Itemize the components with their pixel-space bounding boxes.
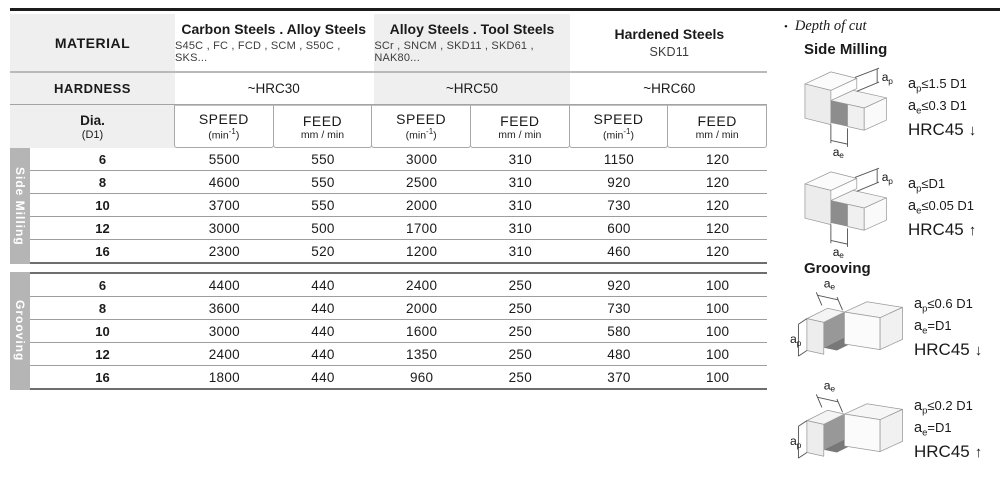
dia-value: 6 (98, 277, 107, 293)
speed-value: 730 (607, 197, 631, 213)
speed-value: 5500 (208, 151, 240, 167)
feed-value: 500 (311, 220, 335, 236)
speed-value: 2400 (208, 346, 240, 362)
feed-value: 100 (705, 277, 730, 293)
arrow-down-icon: ↓ (974, 342, 983, 360)
table-row (30, 274, 767, 296)
speed-value: 460 (607, 243, 631, 259)
svg-text:a: a (832, 145, 840, 158)
feed-value: 120 (705, 151, 730, 167)
feed-value: 250 (508, 323, 533, 339)
speed-value: 2400 (406, 277, 438, 293)
feed-value: 310 (508, 220, 533, 236)
group-subtitle: SKD11 (649, 45, 690, 59)
feed-value: 520 (311, 243, 335, 259)
feed-value: 120 (705, 243, 730, 259)
feed-value: 250 (508, 277, 533, 293)
section-side-milling (10, 148, 767, 264)
speed-value: 1350 (406, 346, 438, 362)
speed-value: 3000 (406, 151, 438, 167)
group-subtitle: SCr , SNCM , SKD11 , SKD61 , NAK80... (374, 40, 534, 64)
speed-value: 730 (607, 300, 631, 316)
feed-value: 250 (508, 369, 533, 385)
feed-value: 550 (311, 174, 335, 190)
diagram-specs: $a_p\le D1$ $a_e\le 0.05$ D1 HRC45 ↑ (908, 175, 977, 240)
speed-value: 4600 (208, 174, 240, 190)
dia-value: 16 (95, 369, 110, 385)
hrc-note: HRC45 ↑ (908, 220, 977, 240)
depth-of-cut-panel (782, 16, 1004, 477)
speed-value: 3700 (208, 197, 240, 213)
speed-header: SPEED $(\min^{-1})$ (371, 105, 471, 148)
table-row (30, 239, 767, 262)
group-title: Hardened Steels (614, 26, 725, 42)
speed-value: 480 (607, 346, 631, 362)
diagram-item (790, 158, 1004, 258)
speed-value: 960 (409, 369, 434, 385)
feed-value: 100 (705, 323, 730, 339)
panel-heading-grooving: Grooving (804, 260, 871, 277)
speed-value: 920 (607, 277, 631, 293)
feed-value: 250 (508, 300, 533, 316)
group-title: Carbon Steels . Alloy Steels (181, 21, 366, 37)
feed-value: 310 (508, 174, 533, 190)
table-row (30, 148, 767, 170)
diagram-item (790, 379, 1004, 477)
table-row (30, 216, 767, 239)
svg-text:a: a (823, 277, 831, 291)
feed-value: 550 (311, 151, 335, 167)
speed-value: 2500 (406, 174, 438, 190)
table-row (30, 342, 767, 365)
feed-value: 310 (508, 151, 533, 167)
speed-header: SPEED $(\min^{-1})$ (569, 105, 669, 148)
feed-value: 440 (311, 346, 335, 362)
svg-text:a: a (790, 434, 797, 449)
feed-value: 100 (705, 346, 730, 362)
table-row (30, 296, 767, 319)
diagram-specs: $a_p\le 0.2$ D1 $a_e=D1$ HRC45 ↑ (914, 397, 983, 462)
svg-text:a: a (790, 332, 797, 347)
dia-value: 10 (95, 323, 110, 339)
panel-heading-side-milling: Side Milling (804, 41, 888, 58)
dia-value: 10 (95, 197, 110, 213)
feed-value: 550 (311, 197, 335, 213)
arrow-up-icon: ↑ (974, 444, 983, 462)
bullet-icon: • (784, 20, 788, 33)
svg-text:a: a (881, 70, 889, 85)
feed-value: 100 (705, 300, 730, 316)
hrc-note: HRC45 ↓ (908, 120, 977, 140)
dia-value: 12 (95, 346, 110, 362)
side-milling-step-diagram (790, 158, 906, 258)
diagram-specs: $a_p\le 1.5$ D1 $a_e\le 0.3$ D1 HRC45 ↓ (908, 75, 977, 140)
arrow-down-icon: ↓ (968, 122, 977, 140)
svg-text:p: p (888, 175, 893, 186)
table-row (30, 365, 767, 388)
svg-text:e: e (830, 383, 836, 394)
speed-value: 2000 (406, 300, 438, 316)
svg-text:e: e (839, 150, 844, 158)
feed-value: 120 (705, 197, 730, 213)
dia-value: 6 (98, 151, 107, 167)
table-row (30, 319, 767, 342)
material-group-hardened (570, 14, 767, 71)
material-row (10, 14, 767, 73)
speed-value: 1700 (406, 220, 438, 236)
feed-value: 120 (705, 174, 730, 190)
feed-value: 100 (705, 369, 730, 385)
speed-value: 1600 (406, 323, 438, 339)
speed-value: 1200 (406, 243, 438, 259)
table-row (30, 170, 767, 193)
panel-title: • Depth of cut (784, 18, 867, 34)
material-label: MATERIAL (54, 34, 131, 51)
speed-value: 3000 (208, 323, 240, 339)
material-group-alloy (372, 14, 569, 71)
speed-value: 580 (607, 323, 631, 339)
speed-value: 2300 (208, 243, 240, 259)
svg-text:p: p (796, 439, 802, 450)
speed-value: 1150 (603, 151, 635, 167)
dia-value: 8 (98, 300, 107, 316)
feed-value: 440 (311, 369, 335, 385)
section-grooving (10, 272, 767, 390)
dia-value: 12 (95, 220, 110, 236)
feed-value: 310 (508, 197, 533, 213)
group-subtitle: S45C , FC , FCD , SCM , S50C , SKS... (175, 40, 341, 64)
feed-value: 120 (705, 220, 730, 236)
dia-value: 16 (95, 243, 110, 259)
grooving-slot-diagram (790, 277, 912, 379)
hardness-value: ~HRC30 (247, 81, 300, 96)
cutting-conditions-table (10, 14, 767, 390)
hardness-row (10, 73, 767, 105)
speed-header: SPEED $(\min^{-1})$ (174, 105, 274, 148)
speed-value: 3600 (208, 300, 240, 316)
column-header-row (10, 105, 767, 148)
diagram-item (790, 58, 1004, 158)
grooving-slot-diagram (790, 379, 912, 477)
group-title: Alloy Steels . Tool Steels (389, 21, 555, 37)
svg-text:p: p (796, 337, 802, 348)
feed-header: FEED mm / min (273, 105, 373, 148)
top-rule (10, 8, 1000, 11)
speed-value: 920 (607, 174, 631, 190)
side-milling-step-diagram (790, 58, 906, 158)
table-row (30, 193, 767, 216)
feed-value: 440 (311, 300, 335, 316)
svg-text:e: e (830, 281, 836, 292)
diagram-specs: $a_p\le 0.6$ D1 $a_e=D1$ HRC45 ↓ (914, 295, 983, 360)
feed-value: 440 (311, 323, 335, 339)
feed-value: 440 (311, 277, 335, 293)
speed-value: 2000 (406, 197, 438, 213)
speed-value: 3000 (208, 220, 240, 236)
speed-value: 370 (607, 369, 631, 385)
feed-header: FEED mm / min (667, 105, 767, 148)
feed-value: 250 (508, 346, 533, 362)
feed-value: 310 (508, 243, 533, 259)
hrc-note: HRC45 ↑ (914, 442, 983, 462)
svg-text:a: a (832, 245, 840, 258)
section-label-grooving: Grooving (10, 272, 30, 390)
svg-text:e: e (839, 250, 844, 258)
svg-text:a: a (881, 170, 889, 185)
dia-value: 8 (98, 174, 107, 190)
hardness-value: ~HRC60 (643, 81, 696, 96)
speed-value: 600 (607, 220, 631, 236)
speed-value: 4400 (208, 277, 240, 293)
section-label-side-milling: Side Milling (10, 148, 30, 264)
feed-header: FEED mm / min (470, 105, 570, 148)
svg-text:a: a (823, 379, 831, 393)
hardness-value: ~HRC50 (445, 81, 499, 96)
svg-text:p: p (888, 75, 893, 86)
arrow-up-icon: ↑ (968, 222, 977, 240)
diagram-item (790, 277, 1004, 379)
dia-header: Dia. (D1) (10, 105, 175, 148)
hrc-note: HRC45 ↓ (914, 340, 983, 360)
hardness-label: HARDNESS (54, 81, 131, 96)
material-group-carbon (175, 14, 372, 71)
speed-value: 1800 (208, 369, 240, 385)
